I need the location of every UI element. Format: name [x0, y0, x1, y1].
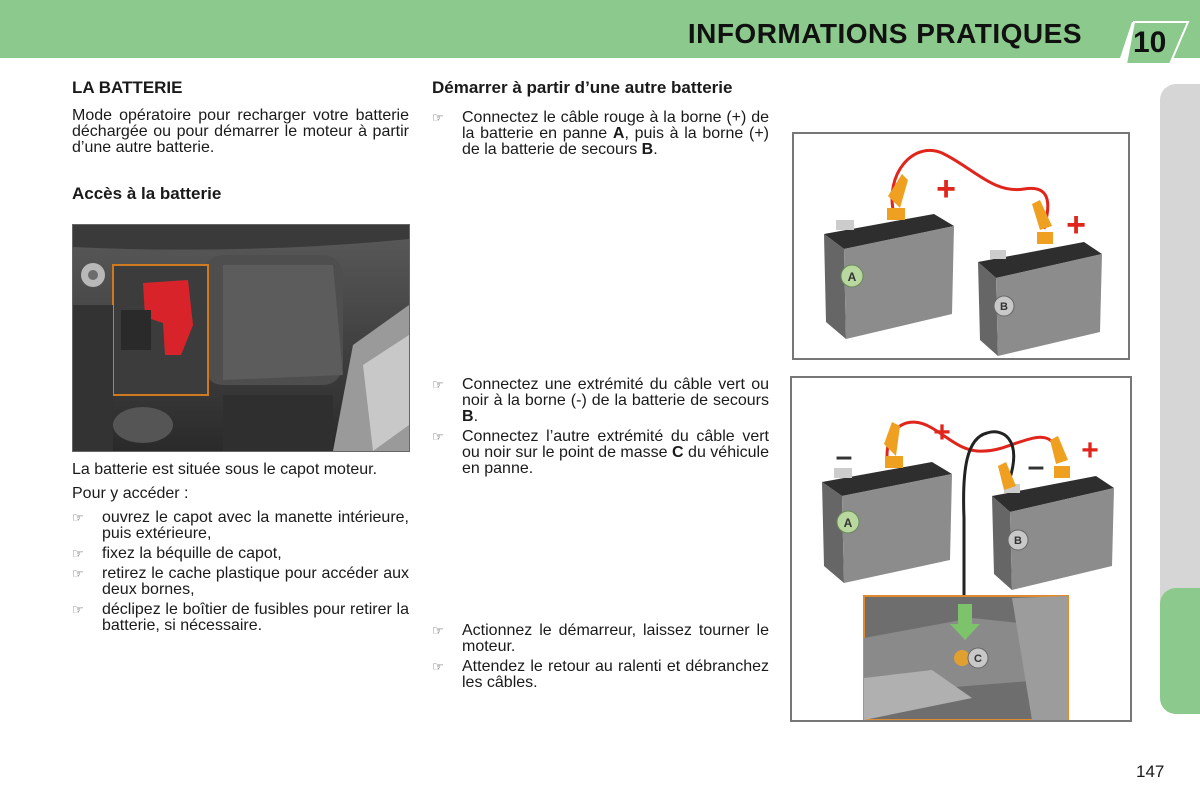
- pointing-hand-icon: ☞: [72, 546, 84, 561]
- access-section: [72, 462, 409, 634]
- minus-sign-b: –: [1027, 450, 1045, 483]
- pointing-hand-icon: ☞: [432, 429, 444, 444]
- list-item: ☞ Connectez le câble rouge à la borne (+) de la batterie en panne A, puis à la borne (+) de la batterie de secours B.: [432, 109, 769, 158]
- pointing-hand-icon: ☞: [432, 110, 444, 125]
- list-item: ☞ Connectez une extrémité du câble vert ou noir à la borne (-) de la batterie de secours B.: [432, 376, 769, 425]
- diagram-red-cable: [792, 132, 1130, 360]
- page-number: 147: [1136, 762, 1165, 781]
- chapter-number: 10: [1133, 26, 1167, 59]
- plus-sign-a: +: [933, 416, 951, 449]
- label-b: B: [1014, 535, 1022, 547]
- pointing-hand-icon: ☞: [72, 566, 84, 581]
- battery-location-text: La batterie est située sous le capot moteur.: [72, 461, 378, 478]
- heading-access: Accès à la batterie: [72, 184, 222, 203]
- section-title: INFORMATIONS PRATIQUES: [687, 18, 1082, 49]
- battery-a: [822, 456, 952, 583]
- list-item: ☞ fixez la béquille de capot,: [72, 545, 282, 562]
- clamp-icon: [1050, 436, 1068, 464]
- list-item: ☞ retirez le cache plastique pour accéder aux deux bornes,: [72, 565, 409, 598]
- label-a: A: [843, 516, 853, 530]
- label-a: A: [847, 270, 857, 284]
- access-intro: Pour y accéder :: [72, 485, 189, 502]
- minus-sign-a: –: [835, 440, 853, 473]
- pointing-hand-icon: ☞: [72, 602, 84, 617]
- plus-sign-b: +: [1066, 206, 1086, 244]
- left-column: [72, 80, 409, 202]
- list-item: ☞ ouvrez le capot avec la manette intérieure, puis extérieure,: [72, 509, 409, 542]
- chapter-marker-tab[interactable]: [1160, 588, 1200, 714]
- label-b: B: [1000, 301, 1008, 313]
- heading-battery: LA BATTERIE: [72, 78, 183, 97]
- red-cable: [892, 150, 1048, 229]
- battery-b: [978, 232, 1102, 356]
- middle-column-mid: [432, 377, 769, 477]
- ground-point-photo: [864, 596, 1068, 720]
- engine-bay-photo: [72, 224, 410, 452]
- plus-sign-b: +: [1081, 434, 1099, 467]
- plus-sign-a: +: [936, 170, 956, 208]
- pointing-hand-icon: ☞: [72, 510, 84, 525]
- list-item: ☞ Attendez le retour au ralenti et débranchez les câbles.: [432, 658, 769, 691]
- pointing-hand-icon: ☞: [432, 623, 444, 638]
- battery-a: [824, 208, 954, 339]
- intro-paragraph: Mode opératoire pour recharger votre batterie déchargée ou pour démarrer le moteur à partir d’une autre batterie.: [72, 107, 409, 156]
- middle-column-top: [432, 80, 769, 158]
- list-item: ☞ Connectez l’autre extrémité du câble vert ou noir sur le point de masse C du véhicule en panne.: [432, 428, 770, 477]
- pointing-hand-icon: ☞: [432, 377, 444, 392]
- middle-column-bottom: [432, 623, 769, 691]
- label-c: C: [974, 653, 982, 665]
- pointing-hand-icon: ☞: [432, 659, 444, 674]
- heading-jump-start: Démarrer à partir d’une autre batterie: [432, 78, 733, 97]
- list-item: ☞ déclipez le boîtier de fusibles pour retirer la batterie, si nécessaire.: [72, 601, 409, 634]
- access-steps-list: [72, 510, 409, 634]
- diagram-ground-cable: [790, 376, 1132, 722]
- list-item: ☞ Actionnez le démarreur, laissez tourner le moteur.: [432, 622, 769, 655]
